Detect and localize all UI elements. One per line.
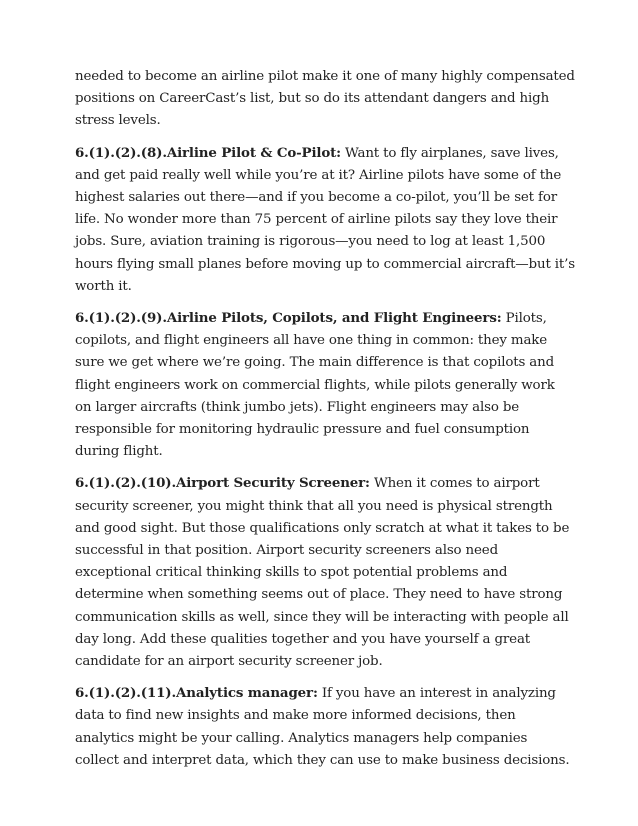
paragraph-text: If you have an interest in analyzing data to find new insights and make more informed decisions, then analytics might be your calling. Analytics managers help companies collect and interpret data, which they can use to make business decisions. xyxy=(75,686,570,768)
paragraph-text: Want to fly airplanes, save lives, and get paid really well while you’re at it? Airline pilots have some of the highest salaries out there—and if you become a co-pilot, you’ll be set for life. No wonder more than 75 percent of airline pilots say they love their jobs. Sure, aviation training is rigorous—you need to log at least 1,500 hours flying small planes before moving up to commercial aircraft—but it’s worth it. xyxy=(75,145,575,294)
paragraph-intro xyxy=(75,66,575,133)
paragraph-flight-engineers xyxy=(75,307,575,463)
paragraph-text: When it comes to airport security screener, you might think that all you need is physical strength and good sight. But those qualifications only scratch at what it takes to be successful in that position. Airport security screeners also need exceptional critical thinking skills to spot potential problems and determine when something seems out of place. They need to have strong communication skills as well, since they will be interacting with people all day long. Add these qualities together and you have yourself a great candidate for an airport security screener job. xyxy=(75,476,570,670)
paragraph-text: needed to become an airline pilot make it one of many highly compensated positions on CareerCast’s list, but so do its attendant dangers and high stress levels. xyxy=(75,69,575,129)
paragraph-airline-pilot xyxy=(75,142,575,298)
paragraph-security-screener xyxy=(75,472,575,673)
paragraph-heading: 6.(1).(2).(8).Airline Pilot & Co-Pilot: xyxy=(75,144,341,161)
paragraph-text: Pilots, copilots, and flight engineers all have one thing in common: they make sure we get where we’re going. The main difference is that copilots and flight engineers work on commercial flights, while pilots generally work on larger aircrafts (think jumbo jets). Flight engineers may also be responsible for monitoring hydraulic pressure and fuel consumption during flight. xyxy=(75,311,555,460)
paragraph-analytics-manager xyxy=(75,682,575,772)
document-page xyxy=(75,66,575,781)
paragraph-heading: 6.(1).(2).(11).Analytics manager: xyxy=(75,685,318,702)
paragraph-heading: 6.(1).(2).(10).Airport Security Screener: xyxy=(75,475,370,492)
paragraph-heading: 6.(1).(2).(9).Airline Pilots, Copilots, and Flight Engineers: xyxy=(75,310,502,327)
